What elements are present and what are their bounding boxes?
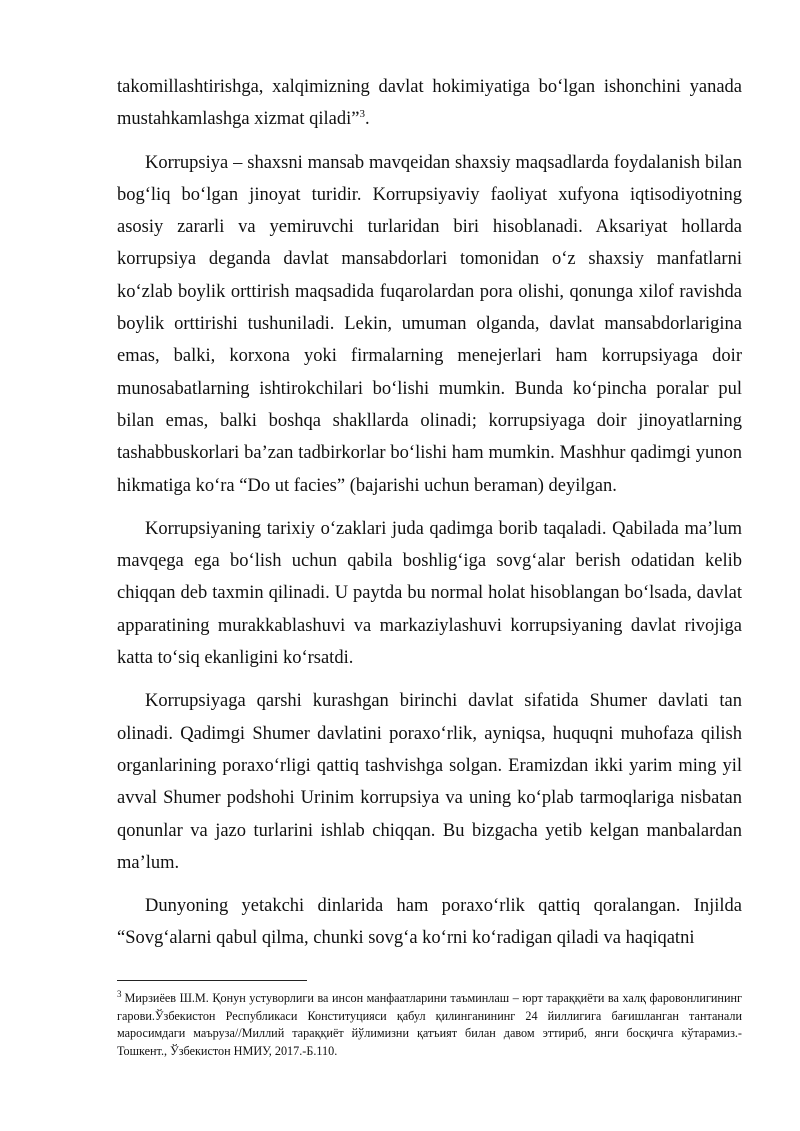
paragraph: Korrupsiya – shaxsni mansab mavqeidan shaxsiy maqsadlarda foydalanish bilan bog‘liq bo‘lgan jinoyat turidir. Korrupsiyaviy faoliyat xufyona iqtisodiyotning asosiy zararli va yemiruvchi turlaridan biri hisoblanadi. Aksariyat hollarda korrupsiya deganda davlat mansabdorlari tomonidan o‘z shaxsiy manfatlarni ko‘zlab boylik orttirish maqsadida fuqarolardan pora olishi, qonunga xilof ravishda boylik orttirishi tushuniladi. Lekin, umuman olganda, davlat mansabdorlarigina emas, balki, korxona yoki firmalarning menejerlari ham korrupsiyaga doir munosabatlarning ishtirokchilari bo‘lishi mumkin. Bunda ko‘pincha poralar pul bilan emas, balki boshqa shakllarda olinadi; korrupsiyaga doir jinoyatlarning tashabbuskorlari ba’zan tadbirkorlar bo‘lishi ham mumkin. Mashhur qadimgi yunon hikmatiga ko‘ra “Do ut facies” (bajarishi uchun beraman) deyilgan. xyxy=(117,152,742,496)
footnote-mark: 3 xyxy=(117,988,122,999)
footnote-text: Мирзиёев Ш.М. Қонун устуворлиги ва инсон манфаатларини таъминлаш – юрт тараққиёти ва халқ фаровонлигининг гарови.Ўзбекистон Республикаси Конституцияси қабул қилинганининг 24 йиллигига бағишланган тантанали маросимдаги маъруза//Миллий тараққиёт йўлимизни қатъият билан давом эттириб, янги босқичга кўтарамиз.-Тошкент., Ўзбекистон НМИУ, 2017.-Б.110. xyxy=(117,991,742,1058)
paragraph: Korrupsiyaga qarshi kurashgan birinchi davlat sifatida Shumer davlati tan olinadi. Qadimgi Shumer davlatini poraxo‘rlik, ayniqsa, huquqni muhofaza qilish organlarining poraxo‘rligi qattiq tashvishga solgan. Eramizdan ikki yarim ming yil avval Shumer podshohi Urinim korrupsiya va uning ko‘plab tarmoqlariga nisbatan qonunlar va jazo turlarini ishlab chiqqan. Bu bizgacha yetib kelgan manbalardan ma’lum. xyxy=(117,691,742,873)
paragraph-text: takomillashtirishga, xalqimizning davlat hokimiyatiga bo‘lgan ishonchini yanada mustahkamlashga xizmat qiladi” xyxy=(117,77,742,130)
paragraph: Dunyoning yetakchi dinlarida ham poraxo‘rlik qattiq qoralangan. Injilda “Sovg‘alarni qabul qilma, chunki sovg‘a ko‘rni ko‘radigan qiladi va haqiqatni xyxy=(117,896,742,949)
paragraph-end-punctuation: . xyxy=(365,109,370,130)
footnote-separator xyxy=(117,980,307,981)
footnote xyxy=(117,990,742,1060)
body-text xyxy=(117,71,742,955)
paragraph-continuation xyxy=(117,71,742,136)
footnote-reference: 3 xyxy=(359,108,365,121)
paragraph: Korrupsiyaning tarixiy o‘zaklari juda qadimga borib taqaladi. Qabilada ma’lum mavqega ega bo‘lish uchun qabila boshlig‘iga sovg‘alar berish odatidan kelib chiqqan deb taxmin qilinadi. U paytda bu normal holat hisoblangan bo‘lsada, davlat apparatining murakkablashuvi va markaziylashuvi korrupsiyaning davlat rivojiga katta to‘siq ekanligini ko‘rsatdi. xyxy=(117,518,742,669)
